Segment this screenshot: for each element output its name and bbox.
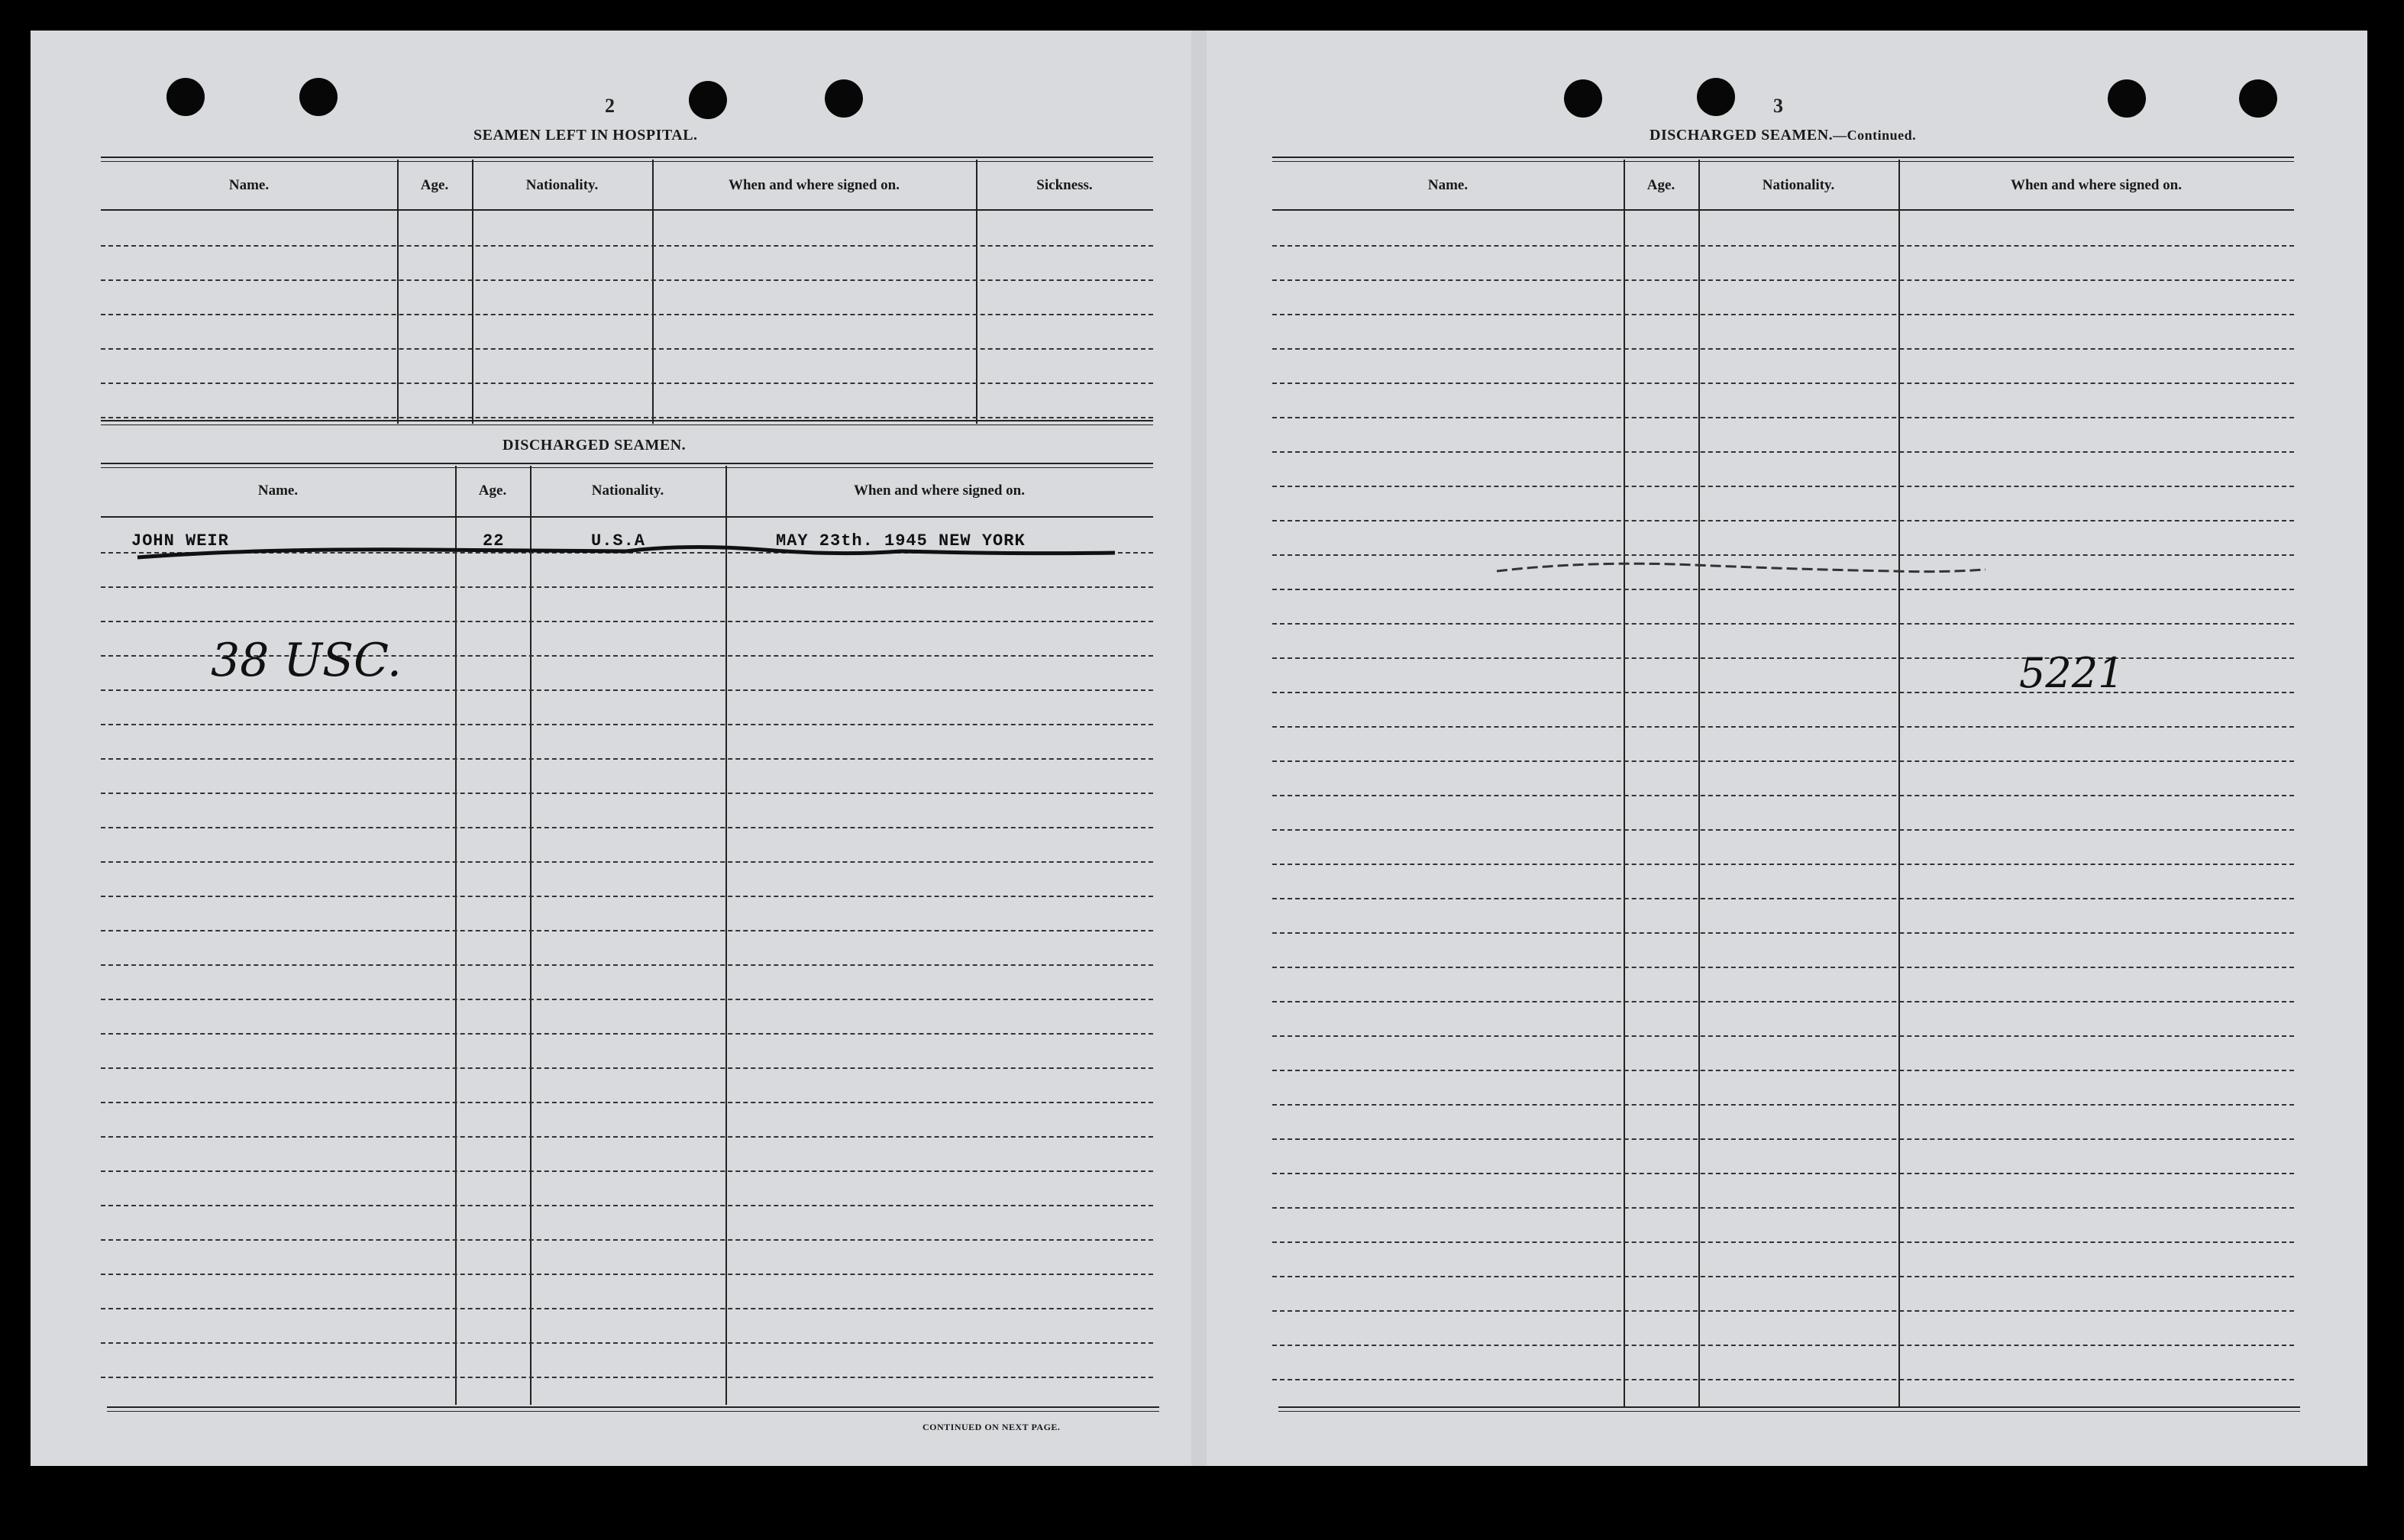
- dotted-row-line: [101, 930, 1153, 931]
- punch-hole: [299, 78, 338, 116]
- dotted-row-line: [1272, 1035, 2294, 1037]
- dotted-row-line: [1272, 829, 2294, 831]
- page-gutter: [1191, 31, 1207, 1466]
- page-number: 2: [605, 95, 615, 117]
- dotted-row-line: [101, 1377, 1153, 1378]
- dotted-row-line: [101, 1308, 1153, 1309]
- continued-note: CONTINUED ON NEXT PAGE.: [923, 1422, 1061, 1432]
- dotted-row-line: [1272, 245, 2294, 247]
- dotted-row-line: [1272, 692, 2294, 693]
- col-head-nationality: Nationality.: [525, 177, 599, 193]
- dotted-row-line: [1272, 1104, 2294, 1106]
- handwritten-note: 38 USC.: [211, 634, 402, 687]
- seaman-age: 22: [483, 531, 505, 550]
- dotted-row-line: [101, 279, 1153, 281]
- dotted-row-line: [101, 417, 1153, 418]
- dotted-row-line: [1272, 486, 2294, 487]
- hospital-section-title: SEAMEN LEFT IN HOSPITAL.: [473, 127, 698, 144]
- col-head-signed-on: When and where signed on.: [853, 483, 1025, 499]
- dotted-lines: [101, 211, 1153, 425]
- dotted-row-line: [1272, 1173, 2294, 1174]
- dotted-row-line: [1272, 520, 2294, 521]
- col-head-signed-on: When and where signed on.: [728, 177, 900, 193]
- dotted-row-line: [1272, 1379, 2294, 1380]
- col-head-age: Age.: [420, 177, 449, 193]
- dotted-row-line: [101, 689, 1153, 691]
- dotted-row-line: [1272, 451, 2294, 453]
- dotted-row-line: [101, 1033, 1153, 1035]
- dotted-row-line: [101, 827, 1153, 828]
- punch-hole: [2239, 79, 2277, 118]
- table-top-rule: [1272, 157, 2294, 162]
- strike-through-line: [107, 534, 1115, 565]
- dotted-row-line: [1272, 554, 2294, 556]
- dotted-row-line: [1272, 1070, 2294, 1071]
- table-top-rule: [101, 463, 1153, 468]
- dotted-row-line: [1272, 795, 2294, 796]
- left-page: [31, 31, 1191, 1466]
- col-head-name: Name.: [228, 177, 270, 193]
- dotted-row-line: [1272, 898, 2294, 899]
- dotted-row-line: [1272, 279, 2294, 281]
- dotted-row-line: [1272, 760, 2294, 762]
- dotted-row-line: [101, 1102, 1153, 1103]
- col-head-name: Name.: [1427, 177, 1469, 193]
- dotted-row-line: [101, 1205, 1153, 1206]
- dotted-row-line: [101, 383, 1153, 384]
- col-head-nationality: Nationality.: [1762, 177, 1835, 193]
- dotted-row-line: [101, 758, 1153, 760]
- document-sheet: [31, 31, 2367, 1466]
- seaman-signed-on: MAY 23th. 1945 NEW YORK: [776, 531, 1026, 550]
- discharged-section-title: DISCHARGED SEAMEN.: [502, 437, 687, 454]
- dotted-row-line: [1272, 1001, 2294, 1002]
- dotted-row-line: [1272, 623, 2294, 625]
- col-head-nationality: Nationality.: [591, 483, 664, 499]
- seaman-nationality: U.S.A: [591, 531, 646, 550]
- dotted-row-line: [101, 793, 1153, 794]
- punch-hole: [689, 81, 727, 119]
- dotted-row-line: [1272, 1345, 2294, 1346]
- table-bottom-rule: [101, 420, 1153, 425]
- punch-hole: [166, 78, 205, 116]
- dotted-row-line: [1272, 864, 2294, 865]
- col-head-sickness: Sickness.: [1036, 177, 1093, 193]
- dotted-row-line: [1272, 1241, 2294, 1243]
- strike-through-line: [1497, 557, 1986, 580]
- dotted-row-line: [101, 1342, 1153, 1344]
- dotted-row-line: [101, 964, 1153, 966]
- dotted-row-line: [1272, 932, 2294, 934]
- punch-hole: [825, 79, 863, 118]
- dotted-lines: [1272, 211, 2294, 1403]
- section-title-text: DISCHARGED SEAMEN.: [1650, 127, 1834, 144]
- dotted-row-line: [101, 1170, 1153, 1172]
- col-head-name: Name.: [257, 483, 299, 499]
- col-head-age: Age.: [478, 483, 507, 499]
- section-title-suffix: —Continued.: [1833, 128, 1917, 143]
- dotted-row-line: [1272, 417, 2294, 418]
- page-number: 3: [1773, 95, 1783, 117]
- dotted-row-line: [101, 314, 1153, 315]
- dotted-row-line: [101, 1067, 1153, 1069]
- punch-hole: [1564, 79, 1602, 118]
- dotted-row-line: [1272, 967, 2294, 968]
- dotted-row-line: [101, 896, 1153, 897]
- col-head-signed-on: When and where signed on.: [2010, 177, 2182, 193]
- dotted-row-line: [1272, 1207, 2294, 1209]
- punch-hole: [2108, 79, 2146, 118]
- dotted-row-line: [1272, 1276, 2294, 1277]
- dotted-row-line: [101, 586, 1153, 588]
- dotted-row-line: [101, 621, 1153, 622]
- dotted-row-line: [1272, 314, 2294, 315]
- dotted-row-line: [1272, 589, 2294, 590]
- dotted-row-line: [101, 1239, 1153, 1241]
- seaman-name: JOHN WEIR: [131, 531, 229, 550]
- dotted-row-line: [1272, 657, 2294, 659]
- dotted-row-line: [101, 861, 1153, 863]
- handwritten-note: 5221: [2019, 649, 2125, 697]
- dotted-row-line: [1272, 1310, 2294, 1312]
- discharged-continued-title: [1650, 127, 1916, 144]
- dotted-row-line: [1272, 726, 2294, 728]
- dotted-row-line: [101, 999, 1153, 1000]
- table-top-rule: [101, 157, 1153, 162]
- dotted-row-line: [101, 724, 1153, 725]
- right-page: [1207, 31, 2367, 1466]
- col-head-age: Age.: [1646, 177, 1675, 193]
- dotted-row-line: [101, 245, 1153, 247]
- dotted-row-line: [101, 1274, 1153, 1275]
- dotted-row-line: [1272, 383, 2294, 384]
- table-bottom-rule: [107, 1406, 1159, 1412]
- dotted-row-line: [101, 1136, 1153, 1138]
- dotted-row-line: [1272, 1138, 2294, 1140]
- dotted-row-line: [1272, 348, 2294, 350]
- table-bottom-rule: [1278, 1406, 2300, 1412]
- dotted-row-line: [101, 348, 1153, 350]
- punch-hole: [1697, 78, 1735, 116]
